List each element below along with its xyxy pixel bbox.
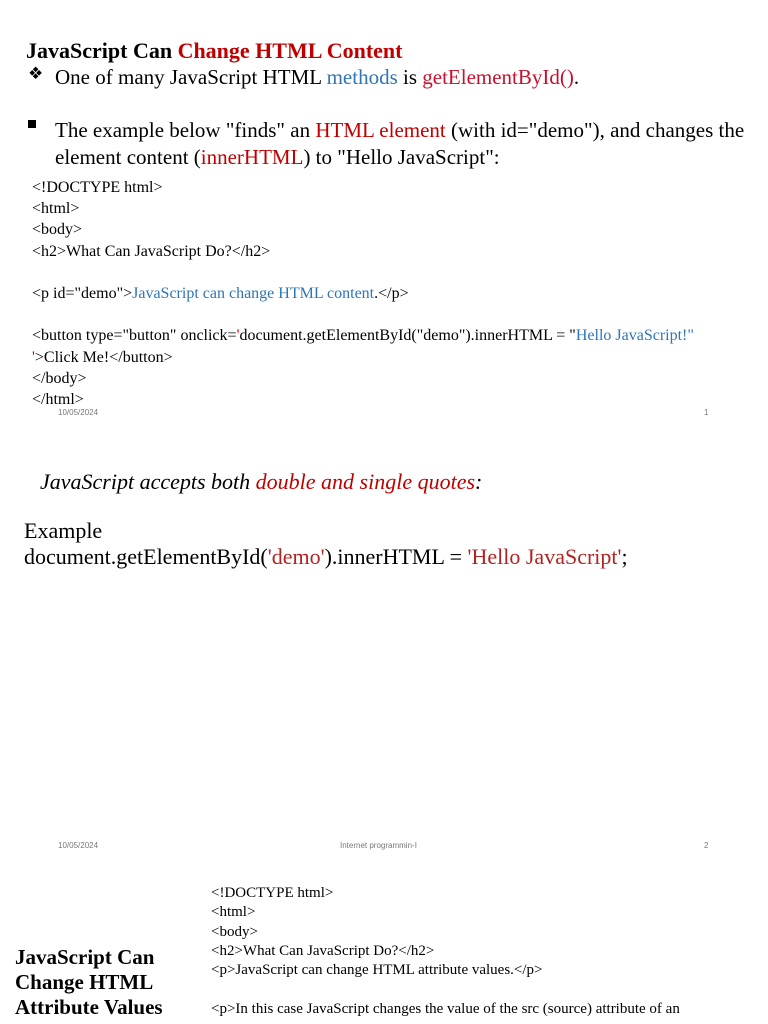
example-part: document.getElementById( [24, 544, 268, 569]
code-part: >Click Me!</button> [34, 348, 173, 366]
code-blank-line [32, 304, 722, 325]
slide1-page-number: 1 [704, 408, 709, 417]
slide2-footer-course: Internet programmin-I [340, 841, 417, 850]
code-line: <!DOCTYPE html> [211, 885, 334, 901]
title-highlight: Change HTML Content [177, 38, 403, 63]
bullet1-part: . [573, 65, 580, 89]
bullet2-html-element: HTML element [315, 118, 446, 142]
code-line: <!DOCTYPE html> [32, 179, 163, 196]
code-line: </html> [32, 391, 84, 408]
square-bullet-icon [28, 120, 36, 128]
code-line [32, 325, 722, 367]
code-line: <p>JavaScript can change HTML attribute values.</p> [211, 962, 543, 979]
example-block [24, 518, 628, 570]
bullet1-part: One of many JavaScript HTML [55, 65, 327, 89]
bullet2-part: ) to "Hello JavaScript": [303, 145, 500, 169]
bullet1-method-name: getElementById() [422, 65, 574, 89]
code-blank-line [32, 262, 722, 283]
slide2-footer-date: 10/05/2024 [58, 841, 99, 850]
title-prefix: JavaScript Can [26, 38, 178, 63]
bullet2-part: The example below "finds" an [55, 118, 316, 142]
slide1-footer-date: 10/05/2024 [58, 408, 99, 417]
code-part: <p id="demo"> [32, 285, 133, 302]
slide1-title [26, 38, 402, 64]
diamond-bullet-icon: ❖ [28, 64, 44, 83]
example-part: ).innerHTML = [324, 544, 468, 569]
code-example-1 [32, 177, 722, 410]
code-line: <h2>What Can JavaScript Do?</h2> [211, 942, 435, 959]
example-string: 'demo' [267, 544, 325, 569]
code-line: </body> [32, 369, 87, 387]
example-part: ; [621, 544, 628, 569]
code-blank-line [211, 980, 731, 999]
bullet2-innerhtml: innerHTML [200, 145, 304, 169]
slide2-page-number: 2 [704, 841, 709, 850]
slide3-title: JavaScript Can Change HTML Attribute Values [15, 945, 163, 1019]
quotes-part: JavaScript accepts both [40, 469, 256, 494]
bullet1-part: is [397, 65, 423, 89]
code-highlight: JavaScript can change HTML content [132, 285, 375, 302]
code-line: <p>In this case JavaScript changes the value of the src (source) attribute of an [211, 1000, 680, 1017]
code-part [694, 327, 698, 344]
bullet1-text [55, 64, 579, 91]
code-part: <button type="button" onclick= [32, 327, 237, 345]
code-quote: ' [236, 327, 240, 345]
code-highlight: Hello JavaScript!" [575, 327, 694, 345]
bullet2-text [55, 117, 760, 171]
code-line [32, 283, 722, 304]
code-line: <html> [211, 904, 256, 921]
quotes-statement [40, 469, 482, 495]
code-line: <body> [32, 221, 83, 239]
code-example-3 [211, 884, 731, 1019]
example-string: 'Hello JavaScript' [467, 544, 622, 569]
code-part: .</p> [374, 285, 409, 302]
quotes-part: : [475, 469, 483, 494]
quotes-highlight: double and single quotes [255, 469, 476, 494]
code-line: <html> [32, 200, 80, 218]
code-quote: ' [32, 348, 35, 366]
example-label: Example [24, 518, 103, 543]
bullet2-part: (with id="demo"), and changes the element content ( [55, 118, 745, 169]
code-line: <body> [211, 923, 258, 940]
example-code [24, 544, 628, 570]
code-line: <h2>What Can JavaScript Do?</h2> [32, 242, 271, 260]
code-part: document.getElementById("demo").innerHTML = " [239, 327, 576, 345]
bullet1-methods: methods [326, 65, 398, 89]
